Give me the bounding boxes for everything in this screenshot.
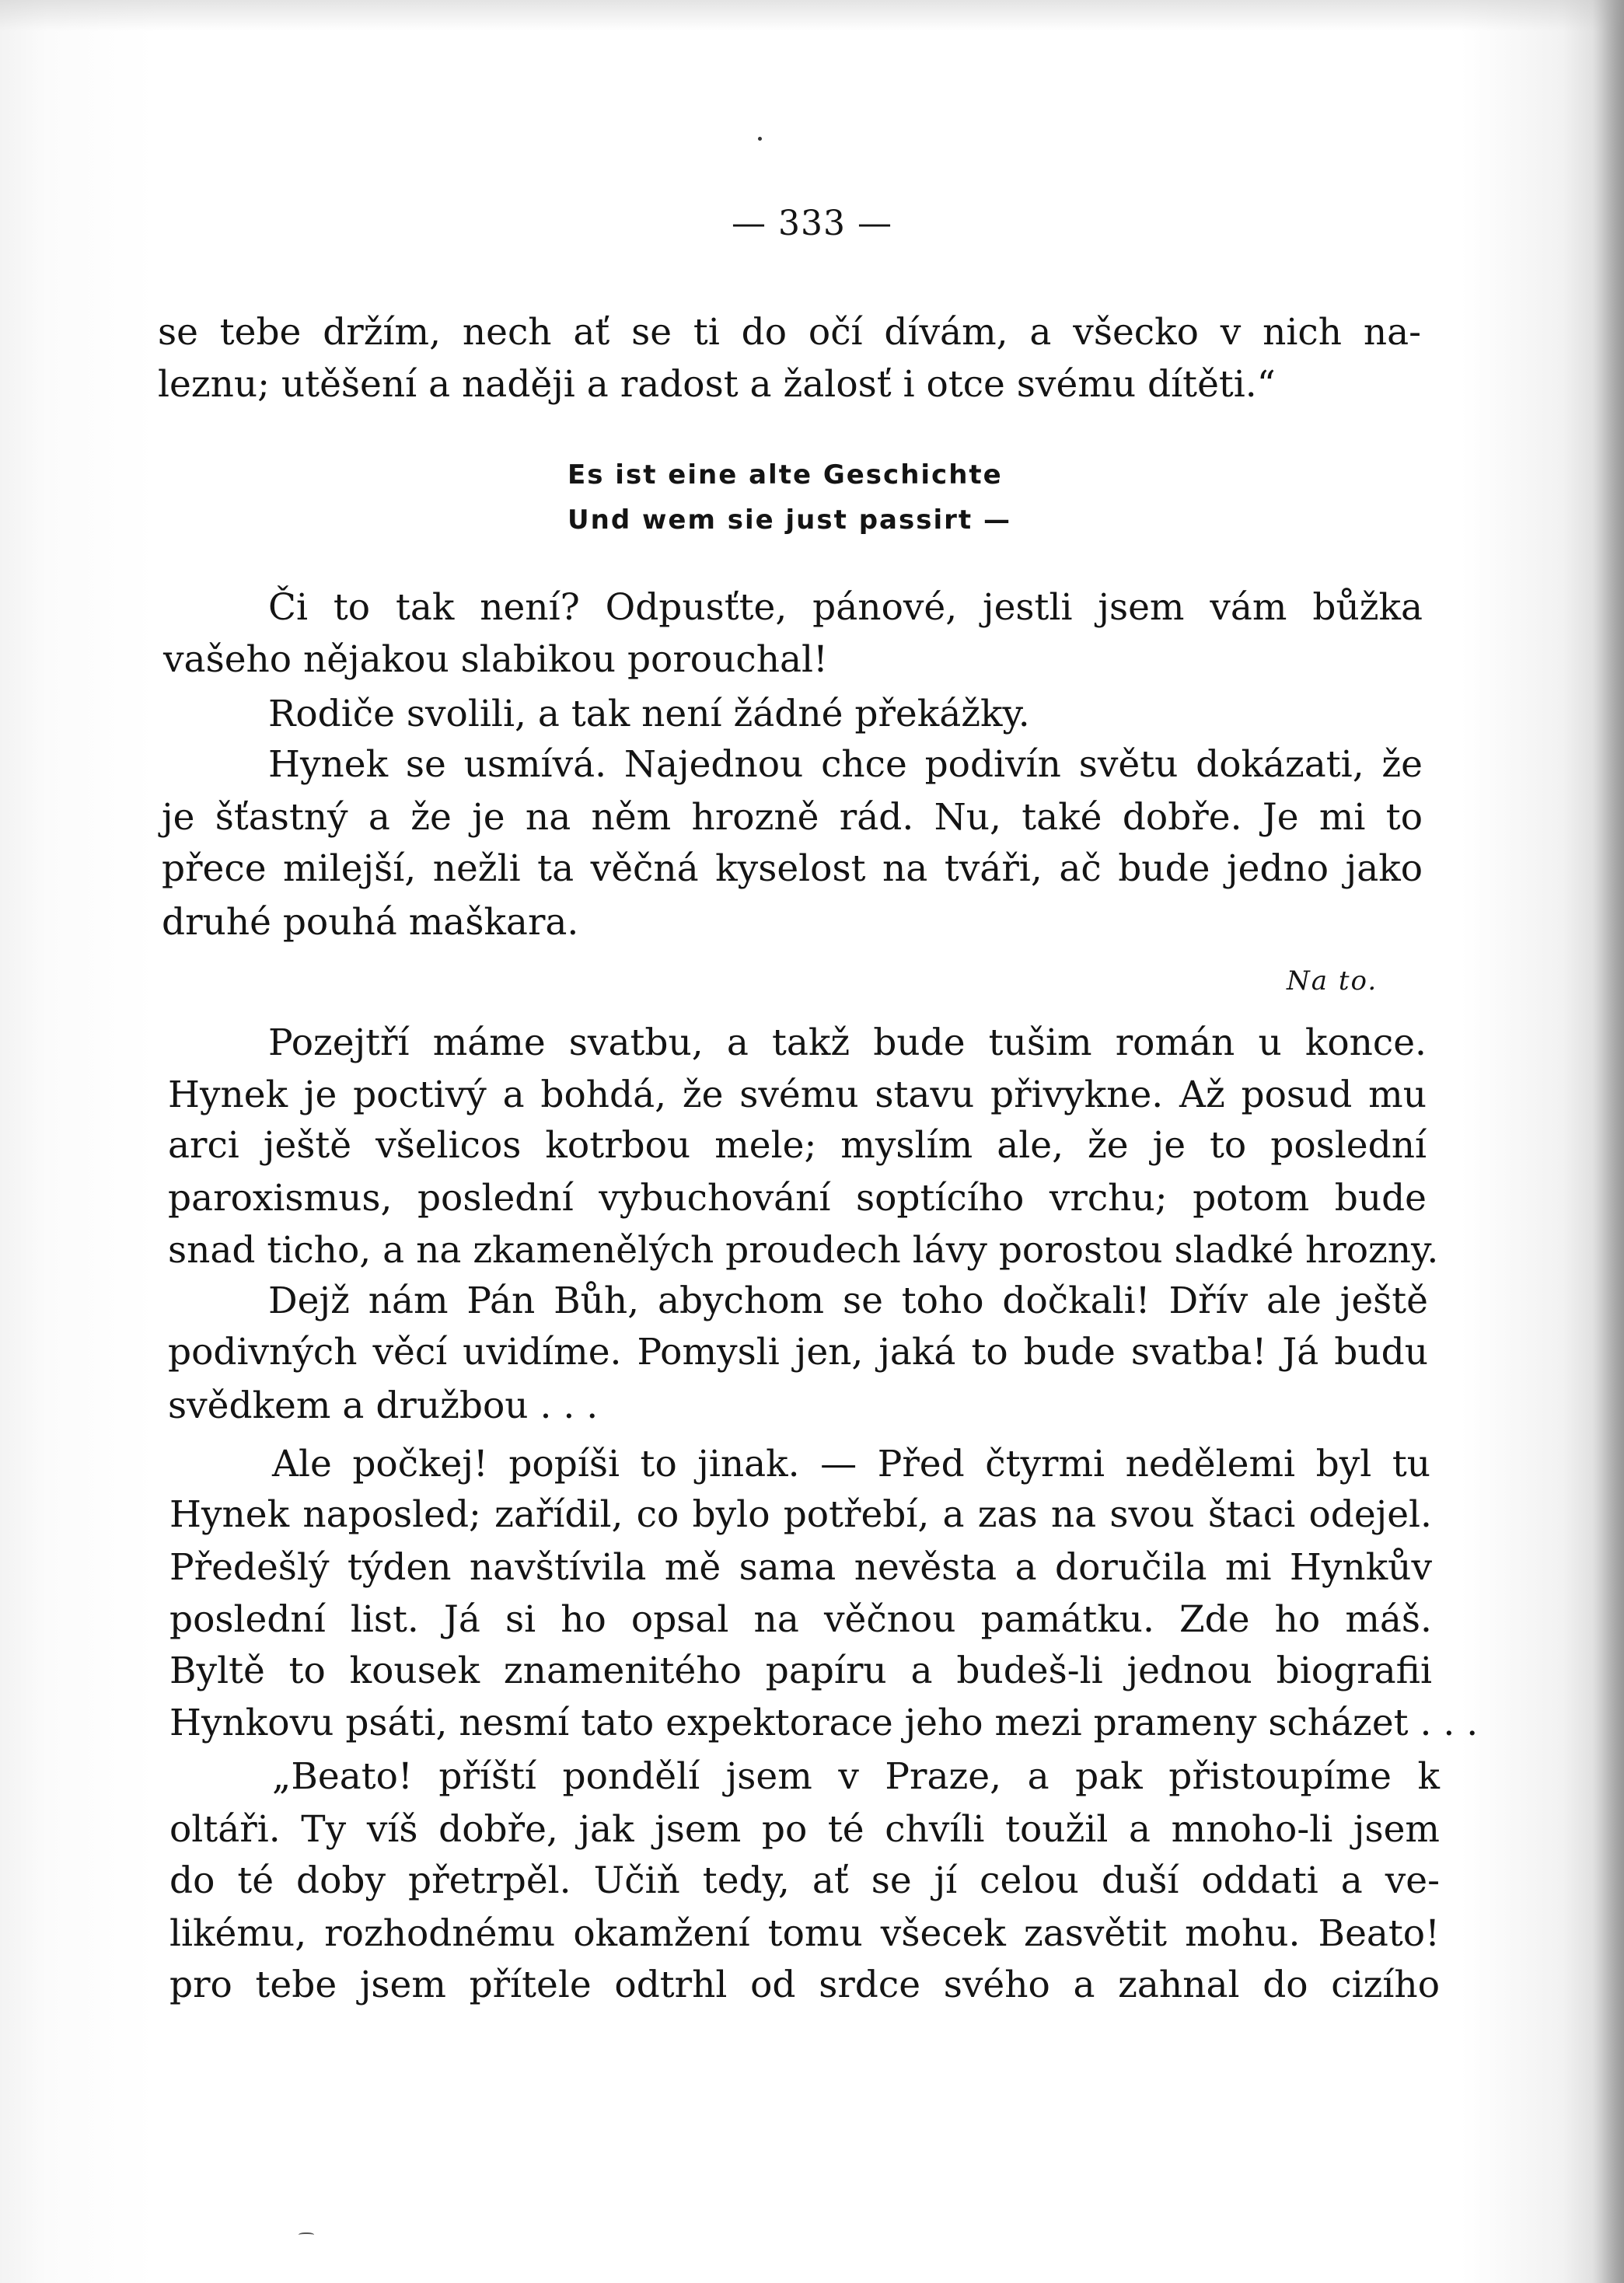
text-line: přece milejší, nežli ta věčná kyselost na tváři, ač bude jedno jako — [162, 847, 1423, 890]
text-line: Předešlý týden navštívila mě sama nevěsta a doručila mi Hynkův — [169, 1546, 1432, 1589]
text-line: snad ticho, a na zkamenělých proudech lávy porostou sladké hrozny. — [168, 1229, 1439, 1272]
text-line: Ale počkej! popíši to jinak. — Před čtyrmi nedělemi byl tu — [272, 1443, 1430, 1485]
text-line: Rodiče svolili, a tak není žádné překážky. — [268, 693, 1030, 735]
page-edge-shadow — [1593, 0, 1624, 2283]
text-line: paroxismus, poslední vybuchování soptícího vrchu; potom bude — [168, 1177, 1427, 1220]
text-line: Hynek je poctivý a bohdá, že svému stavu přivykne. Až posud mu — [168, 1073, 1427, 1116]
ink-speck — [299, 2232, 314, 2239]
text-line: Dejž nám Pán Bůh, abychom se toho dočkali! Dřív ale ještě — [268, 1279, 1428, 1322]
verse-line: Und wem sie just passirt — — [568, 504, 1011, 536]
signature-na-to: Na to. — [1287, 965, 1378, 997]
text-line: Pozejtří máme svatbu, a takž bude tušim román u konce. — [268, 1021, 1427, 1064]
text-line: podivných věcí uvidíme. Pomysli jen, jaká to bude svatba! Já budu — [168, 1331, 1428, 1374]
text-line: oltáři. Ty víš dobře, jak jsem po té chvíli toužil a mnoho-li jsem — [169, 1808, 1440, 1851]
text-line: do té doby přetrpěl. Učiň tedy, ať se jí celou duší oddati a ve- — [169, 1859, 1440, 1902]
text-line: leznu; utěšení a naději a radost a žalosť i otce svému dítěti.“ — [158, 363, 1276, 406]
text-line: pro tebe jsem přítele odtrhl od srdce svého a zahnal do cizího — [169, 1964, 1440, 2006]
text-line: se tebe držím, nech ať se ti do očí dívám, a všecko v nich na- — [158, 311, 1421, 354]
text-line: je šťastný a že je na něm hrozně rád. Nu, také dobře. Je mi to — [162, 796, 1423, 839]
verse-line: Es ist eine alte Geschichte — [568, 459, 1003, 490]
text-line: Či to tak není? Odpusťte, pánové, jestli jsem vám bůžka — [268, 586, 1423, 629]
text-line: druhé pouhá maškara. — [162, 901, 579, 944]
text-line: arci ještě všelicos kotrbou mele; myslím ale, že je to poslední — [168, 1124, 1427, 1167]
text-line: Hynek se usmívá. Najednou chce podivín světu dokázati, že — [268, 743, 1423, 786]
text-line: likému, rozhodnému okamžení tomu všecek zasvětit mohu. Beato! — [169, 1912, 1440, 1955]
page-number: — 333 — — [732, 204, 892, 243]
text-line: svědkem a družbou . . . — [168, 1384, 599, 1427]
text-line: poslední list. Já si ho opsal na věčnou památku. Zde ho máš. — [169, 1598, 1432, 1641]
text-line: Hynkovu psáti, nesmí tato expektorace jeho mezi prameny scházet . . . — [169, 1702, 1479, 1744]
ink-dot — [758, 137, 762, 141]
text-line: Byltě to kousek znamenitého papíru a budeš-li jednou biografii — [169, 1649, 1432, 1692]
text-line: Hynek naposled; zařídil, co bylo potřebí, a zas na svou štaci odejel. — [169, 1493, 1432, 1536]
text-line: „Beato! příští pondělí jsem v Praze, a pak přistoupíme k — [272, 1755, 1440, 1798]
text-line: vašeho nějakou slabikou porouchal! — [163, 638, 828, 681]
top-smudge — [0, 0, 1624, 31]
